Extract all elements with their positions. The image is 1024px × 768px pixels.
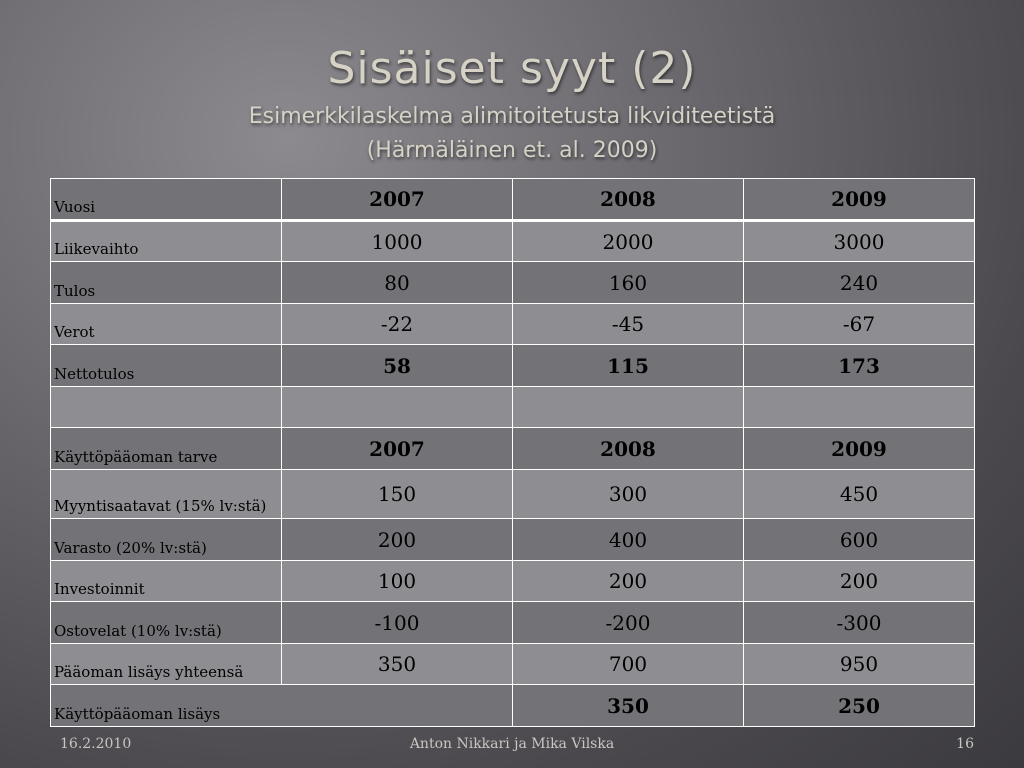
table-cell: -100 (282, 602, 513, 644)
table-row (51, 221, 975, 262)
liquidity-table (50, 178, 975, 727)
table-cell: 2008 (513, 179, 744, 221)
table-cell: 100 (282, 561, 513, 602)
row-label: Myyntisaatavat (15% lv:stä) (51, 470, 282, 519)
table-row (51, 262, 975, 304)
table-cell: 80 (282, 262, 513, 304)
slide-subtitle-line1: Esimerkkilaskelma alimitoitetusta likviditeetistä (248, 104, 776, 129)
table-row (51, 387, 975, 428)
table-cell: -300 (744, 602, 975, 644)
table-cell: 300 (513, 470, 744, 519)
table-row (51, 428, 975, 470)
table-row (51, 602, 975, 644)
table-cell: -22 (282, 304, 513, 345)
row-label: Liikevaihto (51, 221, 282, 262)
table-row (51, 519, 975, 561)
row-label: Ostovelat (10% lv:stä) (51, 602, 282, 644)
table-cell (282, 387, 513, 428)
table-cell: 173 (744, 345, 975, 387)
page-number: 16 (956, 736, 974, 752)
table-cell: 200 (282, 519, 513, 561)
table-cell: 600 (744, 519, 975, 561)
row-label: Vuosi (51, 179, 282, 221)
row-label: Käyttöpääoman lisäys (51, 685, 513, 727)
footer-author: Anton Nikkari ja Mika Vilska (409, 736, 615, 752)
table-cell: 350 (513, 685, 744, 727)
table-cell: 200 (513, 561, 744, 602)
table-cell: 2008 (513, 428, 744, 470)
table-cell (744, 387, 975, 428)
table-row (51, 345, 975, 387)
slide-title (0, 38, 1024, 168)
table-cell: 350 (282, 644, 513, 685)
table-cell: 3000 (744, 221, 975, 262)
table-row (51, 179, 975, 221)
table-cell: 2009 (744, 179, 975, 221)
table-cell: 2000 (513, 221, 744, 262)
row-label: Tulos (51, 262, 282, 304)
slide-heading: Sisäiset syyt (2) (327, 43, 697, 94)
table-cell: -67 (744, 304, 975, 345)
table-row (51, 470, 975, 519)
table-cell: 160 (513, 262, 744, 304)
table-cell: 200 (744, 561, 975, 602)
table-cell: 450 (744, 470, 975, 519)
table-cell: 1000 (282, 221, 513, 262)
table-cell: -45 (513, 304, 744, 345)
slide-subtitle-line2: (Härmäläinen et. al. 2009) (366, 138, 658, 163)
table-cell: 58 (282, 345, 513, 387)
table-cell: 2007 (282, 179, 513, 221)
table-cell: -200 (513, 602, 744, 644)
table-cell: 400 (513, 519, 744, 561)
table-row (51, 685, 975, 727)
footer-date: 16.2.2010 (60, 736, 132, 752)
table-cell: 2009 (744, 428, 975, 470)
table-cell: 240 (744, 262, 975, 304)
table-cell: 115 (513, 345, 744, 387)
row-label: Investoinnit (51, 561, 282, 602)
table-cell: 950 (744, 644, 975, 685)
table-row (51, 561, 975, 602)
table-cell: 700 (513, 644, 744, 685)
row-label: Pääoman lisäys yhteensä (51, 644, 282, 685)
table-cell: 150 (282, 470, 513, 519)
row-label (51, 387, 282, 428)
table-cell: 2007 (282, 428, 513, 470)
table-cell: 250 (744, 685, 975, 727)
row-label: Nettotulos (51, 345, 282, 387)
row-label: Varasto (20% lv:stä) (51, 519, 282, 561)
table-row (51, 304, 975, 345)
table-row (51, 644, 975, 685)
row-label: Käyttöpääoman tarve (51, 428, 282, 470)
table-cell (513, 387, 744, 428)
row-label: Verot (51, 304, 282, 345)
